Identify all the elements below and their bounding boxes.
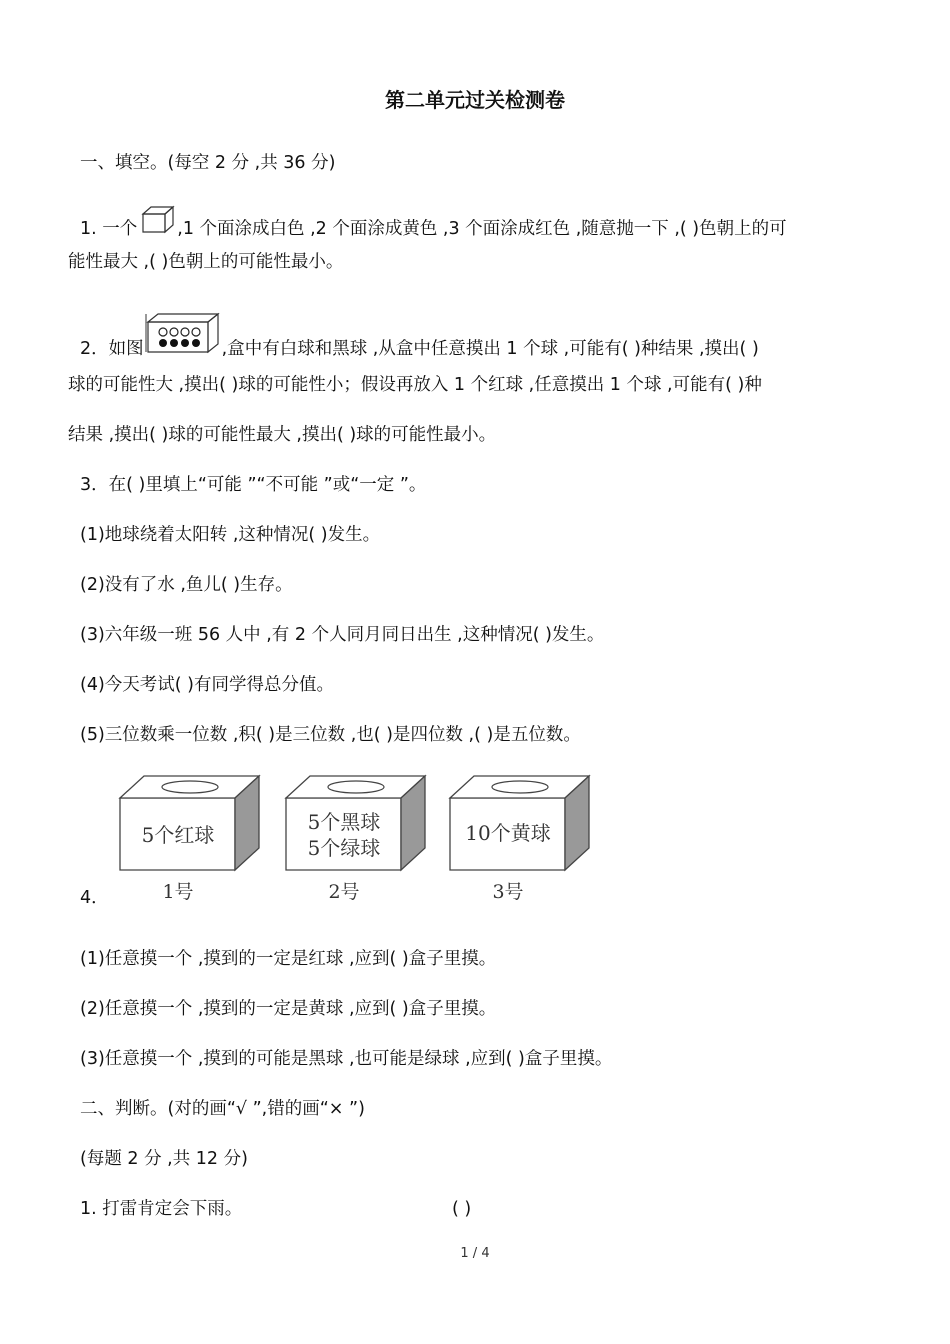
q4-item-3: (3)任意摸一个 ,摸到的可能是黑球 ,也可能是绿球 ,应到( )盒子里摸。 (80, 1049, 613, 1069)
box-1-content: 5个红球 (141, 823, 215, 847)
q3-item-1: (1)地球绕着太阳转 ,这种情况( )发生。 (80, 525, 381, 545)
q4-item-2: (2)任意摸一个 ,摸到的一定是黄球 ,应到( )盒子里摸。 (80, 999, 497, 1019)
box-2-content-2: 5个绿球 (307, 836, 381, 860)
q3-item-4: (4)今天考试( )有同学得总分值。 (80, 675, 335, 695)
q4-number: 4． (80, 888, 109, 908)
box-3-content: 10个黄球 (465, 821, 551, 845)
q2-text-a: ,盒中有白球和黑球 ,从盒中任意摸出 1 个球 ,可能有( )种结果 ,摸出( ) (221, 339, 759, 359)
box-3-label: 3号 (492, 881, 524, 903)
box-2 (286, 776, 425, 903)
q3-item-3: (3)六年级一班 56 人中 ,有 2 个人同月同日出生 ,这种情况( )发生。 (80, 625, 605, 645)
box-1-label: 1号 (162, 881, 194, 903)
box-3 (450, 776, 589, 903)
q1-text-a: ,1 个面涂成白色 ,2 个面涂成黄色 ,3 个面涂成红色 ,随意抛一下 ,( )色朝上的可 (177, 219, 787, 239)
section2-q1-blank: ( ) (452, 1199, 472, 1219)
page-title: 第二单元过关检测卷 (385, 88, 565, 112)
q1-line2: 能性最大 ,( )色朝上的可能性最小。 (68, 252, 344, 272)
section2-q1: 1. 打雷肯定会下雨。 (80, 1199, 243, 1219)
box-1 (120, 776, 259, 903)
q2-line2: 球的可能性大 ,摸出( )球的可能性小；假设再放入 1 个红球 ,任意摸出 1 个球 ,可能有( )种 (68, 375, 762, 395)
ball-box-figure (144, 312, 222, 361)
q3-stem: 3．在( )里填上“可能 ”“不可能 ”或“一定 ”。 (80, 475, 427, 495)
q2-prefix: 2．如图 (80, 339, 144, 359)
q4-boxes-figure (110, 774, 600, 908)
section2-heading: 二、判断。(对的画“√ ”,错的画“× ”) (80, 1099, 365, 1119)
q3-item-2: (2)没有了水 ,鱼儿( )生存。 (80, 575, 293, 595)
box-2-content-1: 5个黑球 (307, 810, 381, 834)
q2-line3: 结果 ,摸出( )球的可能性最大 ,摸出( )球的可能性最小。 (68, 425, 497, 445)
box-2-label: 2号 (328, 881, 360, 903)
cube-icon (137, 204, 177, 241)
q1-line1 (80, 204, 787, 241)
page-number: 1 / 4 (460, 1246, 490, 1261)
q4-item-1: (1)任意摸一个 ,摸到的一定是红球 ,应到( )盒子里摸。 (80, 949, 497, 969)
q2-line1 (80, 312, 759, 361)
q1-prefix: 1. 一个 (80, 219, 138, 239)
section2-subheading: (每题 2 分 ,共 12 分) (80, 1149, 248, 1169)
section1-heading: 一、填空。(每空 2 分 ,共 36 分) (80, 153, 336, 173)
q3-item-5: (5)三位数乘一位数 ,积( )是三位数 ,也( )是四位数 ,( )是五位数。 (80, 725, 581, 745)
